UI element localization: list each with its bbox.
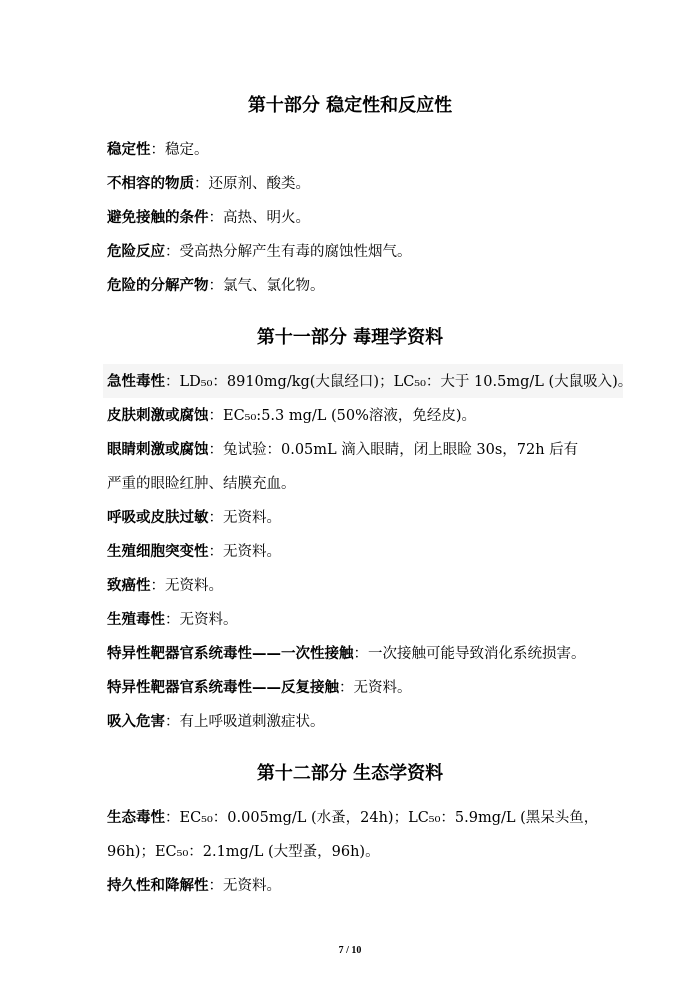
line-reproductive-toxicity xyxy=(107,610,238,630)
field-value: ：LD₅₀：8910mg/kg(大鼠经口)；LC₅₀：大于 10.5mg/L (大鼠吸入)。 xyxy=(165,374,633,390)
field-value: 96h)；EC₅₀：2.1mg/L (大型蚤，96h)。 xyxy=(107,844,380,860)
field-label: 生殖毒性 xyxy=(107,612,165,628)
field-label: 生态毒性 xyxy=(107,810,165,826)
section-title-toxicology: 第十一部分 毒理学资料 xyxy=(256,327,444,348)
field-label: 皮肤刺激或腐蚀 xyxy=(107,408,209,424)
line-incompatible-materials xyxy=(107,174,310,194)
page-number: 7 / 10 xyxy=(338,945,362,956)
section-title-ecology: 第十二部分 生态学资料 xyxy=(256,763,444,784)
field-value: ：无资料。 xyxy=(339,680,412,696)
field-value: ：氯气、氯化物。 xyxy=(208,278,325,294)
field-value: 严重的眼睑红肿、结膜充血。 xyxy=(107,476,296,492)
line-aspiration-hazard xyxy=(107,712,325,732)
line-persistence-degradability xyxy=(107,876,281,896)
field-value: ：无资料。 xyxy=(150,578,223,594)
line-germ-cell-mutagenicity xyxy=(107,542,281,562)
field-value: ：无资料。 xyxy=(208,544,281,560)
field-value: ：无资料。 xyxy=(208,878,281,894)
line-acute-toxicity xyxy=(107,372,632,392)
section-title-stability: 第十部分 稳定性和反应性 xyxy=(247,95,453,116)
field-label: 特异性靶器官系统毒性——一次性接触 xyxy=(107,646,354,662)
field-label: 稳定性 xyxy=(107,142,151,158)
line-hazardous-reactions xyxy=(107,242,412,262)
field-value: ：无资料。 xyxy=(165,612,238,628)
line-ecotoxicity xyxy=(107,808,598,828)
field-label: 持久性和降解性 xyxy=(107,878,209,894)
line-carcinogenicity xyxy=(107,576,223,596)
field-label: 危险反应 xyxy=(107,244,165,260)
line-decomposition-products xyxy=(107,276,325,296)
field-value: ：EC₅₀:5.3 mg/L (50%溶液，免经皮)。 xyxy=(208,408,477,424)
field-value: ：受高热分解产生有毒的腐蚀性烟气。 xyxy=(165,244,412,260)
line-stot-repeated-exposure xyxy=(107,678,412,698)
line-skin-irritation xyxy=(107,406,476,426)
field-label: 眼睛刺激或腐蚀 xyxy=(107,442,209,458)
line-stability xyxy=(107,140,209,160)
line-sensitization xyxy=(107,508,281,528)
line-eye-irritation xyxy=(107,440,578,460)
field-value: ：兔试验：0.05mL 滴入眼睛，闭上眼睑 30s，72h 后有 xyxy=(208,442,579,458)
field-label: 致癌性 xyxy=(107,578,151,594)
field-label: 特异性靶器官系统毒性——反复接触 xyxy=(107,680,339,696)
field-value: ：有上呼吸道刺激症状。 xyxy=(165,714,325,730)
field-label: 呼吸或皮肤过敏 xyxy=(107,510,209,526)
line-stot-single-exposure xyxy=(107,644,586,664)
field-label: 急性毒性 xyxy=(107,374,165,390)
field-value: ：一次接触可能导致消化系统损害。 xyxy=(353,646,586,662)
field-label: 生殖细胞突变性 xyxy=(107,544,209,560)
field-value: ：高热、明火。 xyxy=(208,210,310,226)
field-value: ：无资料。 xyxy=(208,510,281,526)
line-ecotoxicity-continued xyxy=(107,842,380,862)
line-eye-irritation-continued xyxy=(107,474,296,494)
field-value: ：EC₅₀：0.005mg/L (水蚤，24h)；LC₅₀：5.9mg/L (黑呆头鱼， xyxy=(165,810,599,826)
field-label: 危险的分解产物 xyxy=(107,278,209,294)
field-value: ：还原剂、酸类。 xyxy=(194,176,310,192)
field-label: 吸入危害 xyxy=(107,714,165,730)
line-conditions-to-avoid xyxy=(107,208,310,228)
field-label: 不相容的物质 xyxy=(107,176,194,192)
field-label: 避免接触的条件 xyxy=(107,210,209,226)
field-value: ：稳定。 xyxy=(150,142,209,158)
